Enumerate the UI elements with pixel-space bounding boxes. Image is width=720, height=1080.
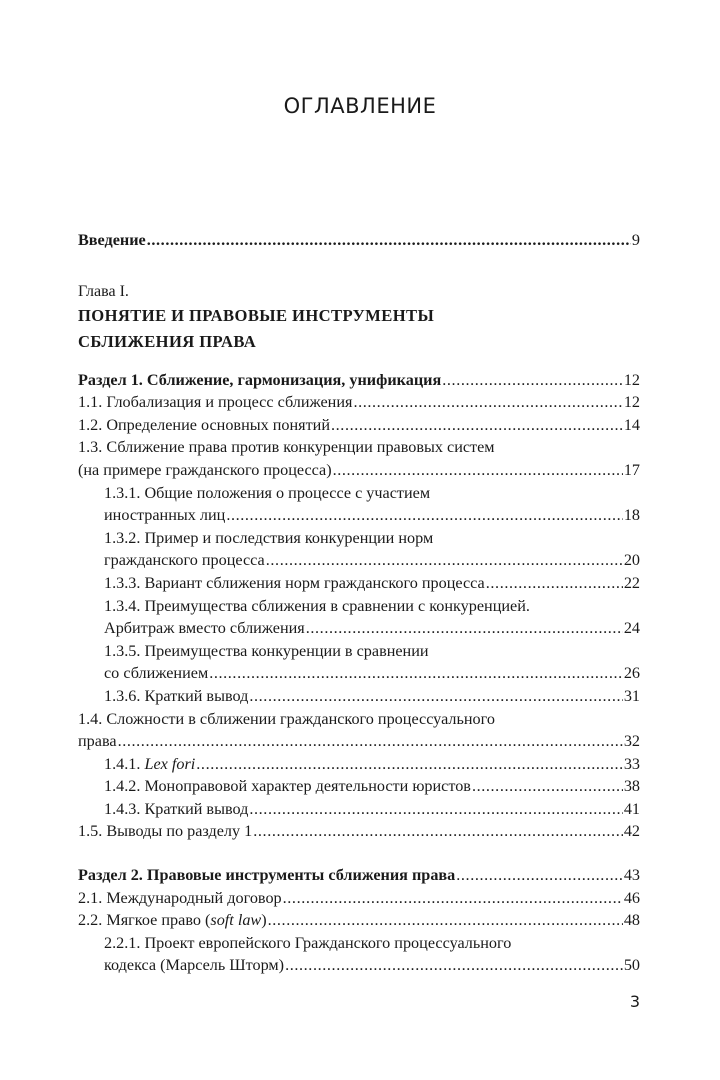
entry-title-italic: Lex fori <box>144 754 196 773</box>
toc-entry-1-3-2[interactable] <box>78 527 640 572</box>
dot-leader <box>266 549 623 572</box>
dot-leader <box>486 572 623 595</box>
entry-label-line1: 1.3.2. Пример и последствия конкуренции норм <box>104 528 434 547</box>
entry-label-line1: 1.3.1. Общие положения о процессе с участием <box>104 483 431 502</box>
chapter-label: Глава I. <box>78 282 129 300</box>
toc-entry-2-2-1[interactable] <box>78 932 640 977</box>
dot-leader <box>268 909 623 932</box>
entry-label: Арбитраж вместо сближения <box>104 619 305 638</box>
entry-number: 1.4.1. <box>104 754 145 773</box>
chapter-title-line2: СБЛИЖЕНИЯ ПРАВА <box>78 331 257 351</box>
dot-leader <box>118 730 623 753</box>
toc-entry-section1[interactable] <box>78 369 640 392</box>
entry-page: 42 <box>623 822 640 841</box>
entry-page: 12 <box>623 370 640 389</box>
dot-leader <box>209 662 623 685</box>
dot-leader <box>226 504 623 527</box>
dot-leader <box>285 954 623 977</box>
toc-entry-1-4-1[interactable] <box>78 753 640 776</box>
entry-label: 1.2. Определение основных понятий <box>78 415 331 434</box>
entry-label: Раздел 1. Сближение, гармонизация, унификация <box>78 370 442 389</box>
entry-label: 2.1. Международный договор <box>78 888 282 907</box>
entry-page: 43 <box>623 866 640 885</box>
entry-label: Раздел 2. Правовые инструменты сближения права <box>78 866 456 885</box>
entry-label-line1: 1.3.4. Преимущества сближения в сравнении с конкуренцией. <box>104 596 530 615</box>
entry-page: 22 <box>623 573 640 592</box>
entry-page: 41 <box>623 799 640 818</box>
entry-label-line1: 2.2.1. Проект европейского Гражданского процессуального <box>104 933 512 952</box>
dot-leader <box>331 414 623 437</box>
toc-entry-1-2[interactable] <box>78 414 640 437</box>
entry-label-line1: 1.3. Сближение права против конкуренции правовых систем <box>78 438 495 457</box>
toc-entry-1-4-3[interactable] <box>78 798 640 821</box>
dot-leader <box>472 775 623 798</box>
toc-entry-1-3-6[interactable] <box>78 685 640 708</box>
entry-page: 32 <box>623 732 640 751</box>
dot-leader <box>283 887 623 910</box>
dot-leader <box>253 820 623 843</box>
toc-entry-1-3-5[interactable] <box>78 640 640 685</box>
entry-label: (на примере гражданского процесса) <box>78 460 332 479</box>
page-title: ОГЛАВЛЕНИЕ <box>283 94 437 118</box>
dot-leader <box>353 391 622 414</box>
toc-entry-2-2[interactable] <box>78 909 640 932</box>
entry-label: 1.3.3. Вариант сближения норм гражданского процесса <box>104 573 485 592</box>
entry-page: 14 <box>623 415 640 434</box>
entry-page: 33 <box>623 754 640 773</box>
toc-entry-1-4[interactable] <box>78 708 640 753</box>
table-of-contents <box>78 229 640 977</box>
entry-page: 17 <box>623 460 640 479</box>
entry-title: 2.2. Мягкое право ( <box>78 911 211 930</box>
dot-leader <box>147 229 631 252</box>
entry-page: 46 <box>623 888 640 907</box>
entry-label: права <box>78 732 117 751</box>
entry-label: 1.4.2. Моноправовой характер деятельности юристов <box>104 777 471 796</box>
toc-entry-1-3[interactable] <box>78 436 640 481</box>
entry-page: 50 <box>623 956 640 975</box>
entry-page: 38 <box>623 777 640 796</box>
dot-leader <box>249 685 622 708</box>
entry-title-italic: soft law <box>210 911 262 930</box>
entry-label-line1: 1.4. Сложности в сближении гражданского процессуального <box>78 709 495 728</box>
dot-leader <box>442 369 623 392</box>
entry-page: 26 <box>623 664 640 683</box>
entry-label <box>104 753 195 776</box>
dot-leader <box>306 617 623 640</box>
chapter-title-line1: ПОНЯТИЕ И ПРАВОВЫЕ ИНСТРУМЕНТЫ <box>78 305 435 325</box>
dot-leader <box>333 459 623 482</box>
entry-label: 1.4.3. Краткий вывод <box>104 799 249 818</box>
toc-entry-section2[interactable] <box>78 864 640 887</box>
entry-page: 31 <box>623 686 640 705</box>
entry-page: 18 <box>623 506 640 525</box>
toc-entry-1-4-2[interactable] <box>78 775 640 798</box>
entry-label: кодекса (Марсель Шторм) <box>104 956 285 975</box>
entry-label: 1.1. Глобализация и процесс сближения <box>78 393 353 412</box>
dot-leader <box>196 753 623 776</box>
entry-label: гражданского процесса <box>104 551 265 570</box>
entry-page: 12 <box>623 393 640 412</box>
page-number: 3 <box>629 992 640 1011</box>
toc-entry-1-3-4[interactable] <box>78 595 640 640</box>
toc-entry-intro[interactable] <box>78 229 640 252</box>
entry-page: 20 <box>623 551 640 570</box>
toc-entry-1-1[interactable] <box>78 391 640 414</box>
entry-label-line1: 1.3.5. Преимущества конкуренции в сравнении <box>104 641 429 660</box>
toc-entry-2-1[interactable] <box>78 887 640 910</box>
entry-page: 9 <box>631 231 640 249</box>
dot-leader <box>249 798 622 821</box>
entry-label: Введение <box>78 231 146 249</box>
entry-label <box>78 909 267 932</box>
entry-page: 48 <box>623 911 640 930</box>
toc-entry-1-3-1[interactable] <box>78 482 640 527</box>
entry-label: иностранных лиц <box>104 506 226 525</box>
toc-entry-1-5[interactable] <box>78 820 640 843</box>
entry-page: 24 <box>623 619 640 638</box>
entry-label: со сближением <box>104 664 209 683</box>
entry-label: 1.5. Выводы по разделу 1 <box>78 822 253 841</box>
dot-leader <box>456 864 623 887</box>
entry-label: 1.3.6. Краткий вывод <box>104 686 249 705</box>
toc-entry-1-3-3[interactable] <box>78 572 640 595</box>
entry-title-end: ) <box>261 911 267 930</box>
